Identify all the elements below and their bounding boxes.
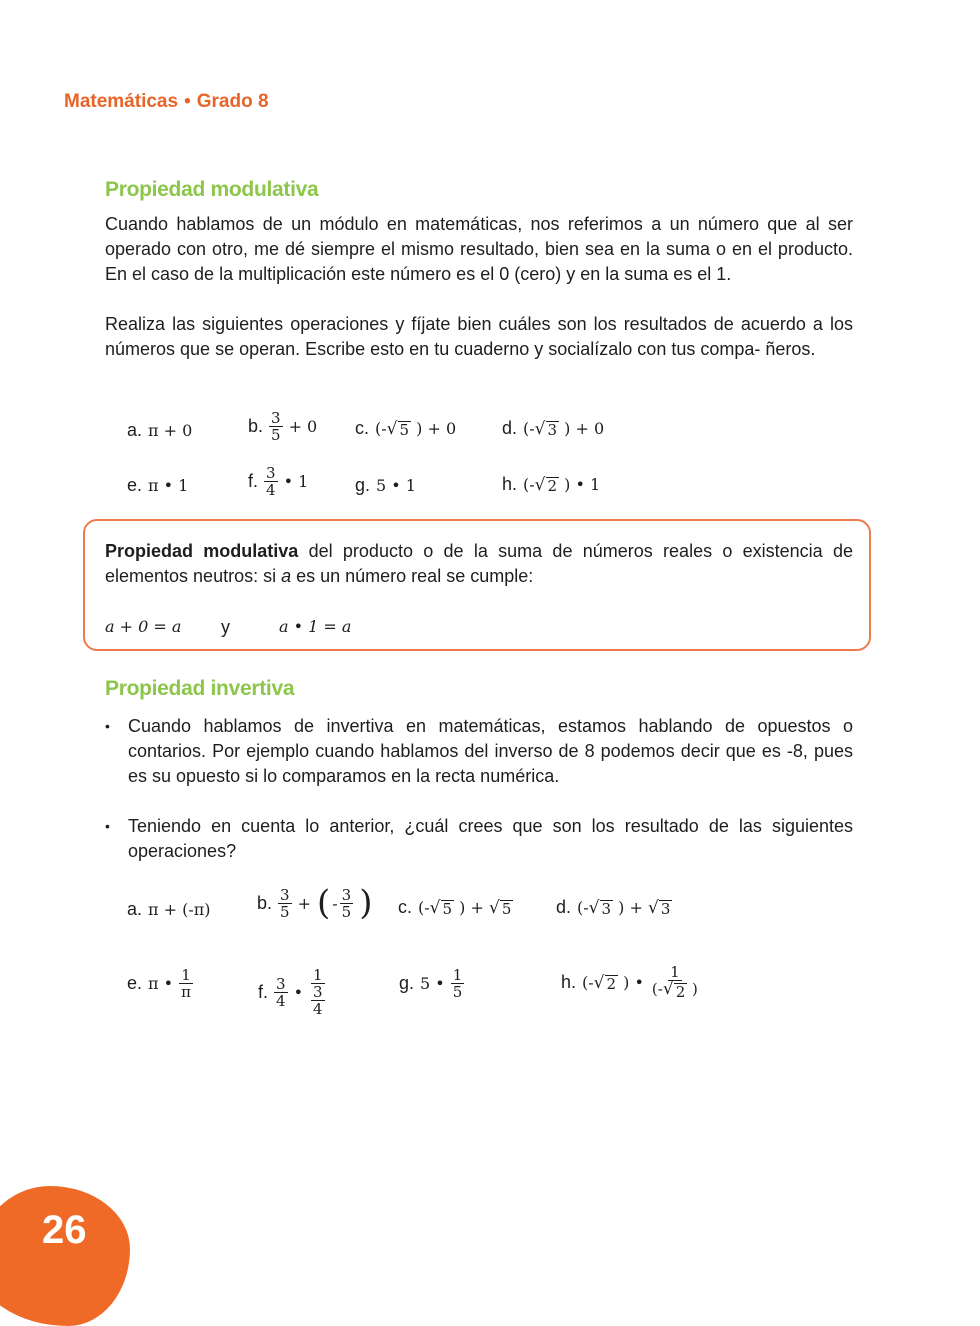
paren-open: (-	[582, 972, 594, 992]
radical-sign: √	[429, 897, 441, 918]
exercise-1g	[355, 475, 416, 496]
fraction	[179, 967, 193, 1000]
radicand: 3	[547, 420, 558, 439]
exercise-expression	[523, 419, 604, 439]
exercise-expression	[418, 898, 513, 918]
exercise-2c	[398, 897, 513, 918]
paren-open: (-	[523, 418, 535, 438]
fraction	[274, 976, 288, 1009]
section-title-invertiva: Propiedad invertiva	[105, 677, 295, 700]
fraction-numerator: 1	[313, 966, 323, 984]
exercise-1f	[248, 465, 308, 498]
radical-sign: √	[647, 897, 659, 918]
radical-sign: √	[534, 418, 546, 439]
paren-open: (	[316, 883, 331, 923]
fraction	[264, 465, 278, 498]
paren-open: (-	[375, 418, 387, 438]
expression-middle: ) +	[459, 897, 484, 917]
paren-close: )	[359, 883, 373, 923]
bullet-item-2	[105, 814, 853, 864]
fraction-denominator: 5	[341, 902, 352, 921]
expression-tail: ) + 0	[564, 418, 605, 438]
exercise-1c	[355, 418, 456, 439]
expression-tail: ) + 0	[416, 418, 457, 438]
square-root	[663, 981, 687, 1001]
fraction	[451, 967, 465, 1000]
compound-fraction	[309, 967, 327, 1017]
bullet-text: Cuando hablamos de invertiva en matemáticas, estamos hablando de opuestos o contarios. Por ejemplo cuando hablamos del inverso de 8 podemos decir que es -8, pues es su opuesto si lo comparamos en la recta numérica.	[128, 716, 853, 786]
fraction	[650, 964, 700, 1001]
exercise-label: f.	[258, 981, 269, 1002]
exercise-label: h.	[561, 972, 577, 992]
exercise-2f	[258, 967, 327, 1017]
fraction-numerator: 3	[271, 409, 281, 427]
square-root	[594, 973, 618, 993]
fraction-denominator: 4	[313, 1000, 323, 1018]
fraction-numerator: 1	[181, 966, 191, 984]
definition-box	[83, 519, 871, 651]
square-root	[535, 475, 559, 495]
paren-close: )	[692, 980, 698, 998]
exercise-1h	[502, 474, 600, 495]
expression-tail: ) • 1	[564, 474, 601, 494]
exercise-expression	[582, 973, 644, 993]
exercise-expression: + 0	[288, 417, 318, 436]
exercise-label: h.	[502, 474, 518, 494]
exercise-expression: π •	[148, 974, 174, 993]
modulativa-paragraph-1: Cuando hablamos de un módulo en matemáticas, nos referimos a un número que al ser operado con otro, me dé siempre el mismo resultado, bien sea en la suma o en el producto. En el caso de la multiplicación este número es el 0 (cero) y en la suma es el 1.	[105, 214, 853, 284]
identity-equation-product: a • 1 = a	[279, 617, 352, 636]
radical-sign: √	[588, 897, 600, 918]
exercise-2b	[257, 883, 373, 923]
fraction-numerator: 3	[313, 983, 323, 1001]
square-root	[648, 898, 672, 918]
bullet-mark: •	[105, 718, 110, 734]
radicand: 2	[675, 983, 686, 1001]
square-root	[430, 898, 454, 918]
fraction-denominator: 4	[266, 481, 276, 499]
page-header	[64, 91, 269, 113]
fraction-numerator: 3	[280, 885, 290, 904]
exercise-label: g.	[355, 475, 371, 495]
radicand: 5	[399, 420, 410, 439]
exercise-expression	[523, 475, 600, 495]
exercise-label: b.	[257, 892, 273, 913]
definition-text-part-1: del producto o de la suma de números reales o existencia de elementos neutros: si	[105, 541, 853, 586]
bullet-item-1	[105, 714, 853, 789]
radical-sign: √	[662, 979, 674, 999]
exercise-expression	[577, 898, 672, 918]
exercise-expression: π • 1	[148, 476, 189, 495]
inner-sign: -	[332, 893, 338, 913]
definition-text	[105, 539, 853, 589]
fraction-denominator: 5	[280, 902, 290, 921]
radical-sign: √	[593, 972, 605, 993]
expression-tail: ) •	[623, 972, 644, 992]
paren-open: (-	[651, 980, 663, 998]
paren-open: (-	[577, 897, 589, 917]
definition-text-part-2: es un número real se cumple:	[291, 566, 534, 586]
exercise-label: a.	[127, 420, 143, 440]
exercise-label: a.	[127, 899, 143, 919]
radicand: 5	[442, 899, 453, 918]
exercise-2e	[127, 967, 193, 1000]
operator: +	[297, 893, 311, 913]
exercise-expression: π + 0	[148, 421, 193, 440]
bullet-text: Teniendo en cuenta lo anterior, ¿cuál crees que son los resultado de las siguientes operaciones?	[128, 816, 853, 861]
exercise-label: d.	[556, 897, 572, 917]
fraction-numerator: 3	[266, 464, 276, 482]
square-root	[535, 419, 559, 439]
exercise-label: e.	[127, 973, 143, 993]
header-subject: Matemáticas	[64, 91, 179, 112]
square-root	[589, 898, 613, 918]
page-number-badge	[0, 1186, 130, 1326]
fraction-numerator: 3	[276, 974, 286, 993]
fraction-denominator: 4	[276, 991, 286, 1010]
fraction-denominator	[650, 981, 700, 1001]
radicand: 2	[606, 974, 617, 993]
fraction	[340, 887, 354, 920]
exercise-2d	[556, 897, 672, 918]
fraction-denominator	[309, 984, 327, 1017]
fraction-numerator: 3	[341, 885, 352, 904]
exercise-label: c.	[355, 418, 370, 438]
exercise-label: c.	[398, 897, 413, 917]
radicand: 2	[547, 476, 558, 495]
exercise-label: d.	[502, 418, 518, 438]
fraction-denominator: π	[181, 983, 191, 1001]
fraction	[278, 887, 292, 920]
radicand: 3	[660, 899, 671, 918]
radical-sign: √	[488, 897, 500, 918]
square-root	[387, 419, 411, 439]
bullet-mark: •	[105, 818, 110, 834]
definition-variable: a	[281, 566, 292, 586]
paren-open: (-	[418, 897, 430, 917]
exercise-expression: π + (-π)	[148, 900, 211, 919]
identity-connector: y	[221, 617, 230, 637]
exercise-expression: 5 • 1	[376, 476, 416, 495]
radical-sign: √	[534, 474, 546, 495]
fraction-numerator: 1	[670, 963, 680, 981]
exercise-2a	[127, 899, 211, 920]
expression-middle: ) +	[618, 897, 643, 917]
paren-open: (-	[523, 474, 535, 494]
identity-equation-sum: a + 0 = a	[105, 617, 182, 636]
fraction-numerator: 1	[452, 966, 463, 984]
fraction	[269, 410, 283, 443]
exercise-2h	[561, 964, 700, 1001]
square-root	[489, 898, 513, 918]
modulativa-paragraph-2: Realiza las siguientes operaciones y fíjate bien cuáles son los resultados de acuerdo a los números que se operan. Escribe esto en tu cuaderno y socialízalo con tus compa- ñeros.	[105, 314, 853, 359]
page-number: 26	[42, 1208, 87, 1252]
exercise-1a	[127, 420, 192, 441]
header-grade: Grado 8	[196, 91, 269, 112]
exercise-label: b.	[248, 416, 264, 436]
section-title-modulativa: Propiedad modulativa	[105, 178, 319, 201]
radicand: 5	[501, 899, 512, 918]
definition-bold-term: Propiedad modulativa	[105, 541, 299, 561]
exercise-label: g.	[399, 973, 415, 993]
exercise-label: f.	[248, 471, 259, 491]
exercise-1b	[248, 410, 317, 443]
exercise-label: e.	[127, 475, 143, 495]
radical-sign: √	[386, 418, 398, 439]
operator: •	[293, 982, 303, 1002]
exercise-expression: • 1	[283, 472, 309, 491]
fraction-denominator: 5	[271, 426, 281, 444]
exercise-1e	[127, 475, 188, 496]
exercise-1d	[502, 418, 604, 439]
exercise-2g	[399, 967, 464, 1000]
exercise-expression	[375, 419, 456, 439]
exercise-expression: 5 •	[420, 974, 445, 993]
header-separator: •	[184, 91, 191, 112]
fraction-denominator: 5	[452, 983, 463, 1001]
radicand: 3	[601, 899, 612, 918]
